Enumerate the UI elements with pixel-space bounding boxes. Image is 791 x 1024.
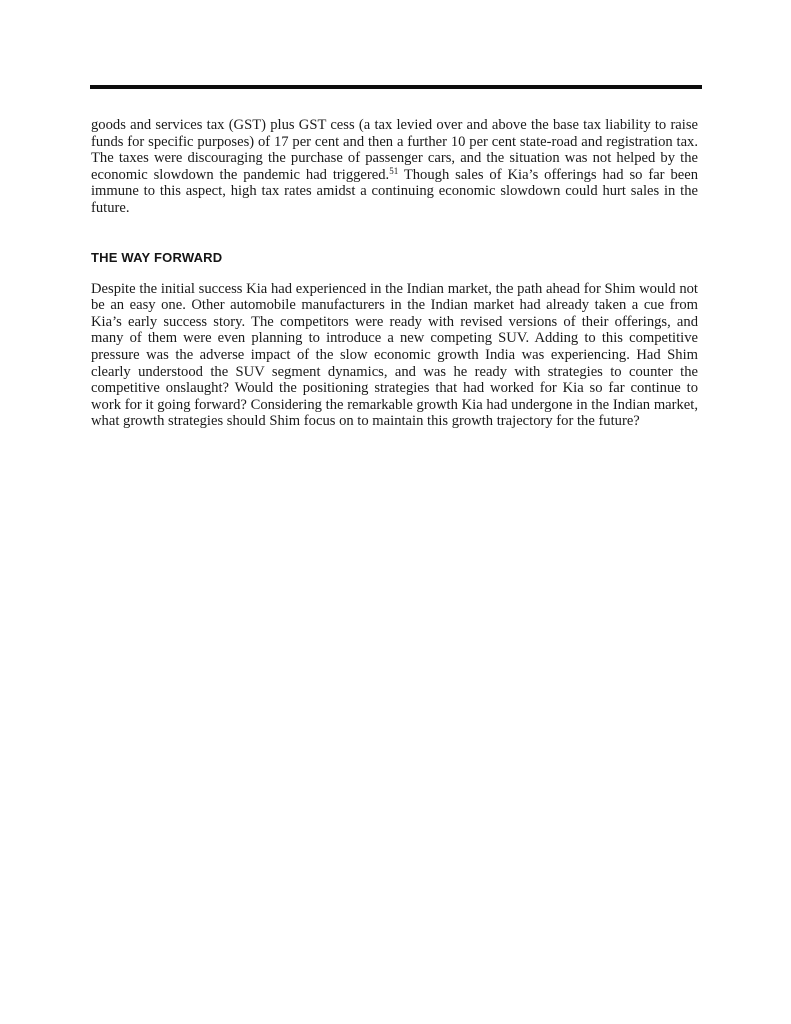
paragraph-way-forward: Despite the initial success Kia had experienced in the Indian market, the path ahead for Shim would not be an easy one. Other automobile manufacturers in the Indian market had already taken a cue from Kia’s early success story. The competitors were ready with revised versions of their offerings, and many of them were even planning to introduce a new competing SUV. Adding to this competitive pressure was the adverse impact of the slow economic growth India was experiencing. Had Shim clearly understood the SUV segment dynamics, and was he ready with strategies to counter the competitive onslaught? Would the positioning strategies that had worked for Kia so far continue to work for it going forward? Considering the remarkable growth Kia had undergone in the Indian market, what growth strategies should Shim focus on to maintain this growth trajectory for the future?	[91, 280, 698, 430]
paragraph-text-before-footnote: goods and services tax (GST) plus GST cess (a tax levied over and above the base tax liability to raise funds for specific purposes) of 17 per cent and then a further 10 per cent state-road and registration tax. The taxes were discouraging the purchase of passenger cars, and the situation was not helped by the economic slowdown the pandemic had triggered.	[91, 117, 698, 183]
paragraph-text-after-footnote: Though sales of Kia’s offerings had so far been immune to this aspect, high tax rates amidst a continuing economic slowdown could hurt sales in the future.	[91, 166, 698, 216]
footnote-ref-51: 51	[389, 165, 399, 176]
header-rule	[90, 85, 702, 89]
section-heading-the-way-forward: THE WAY FORWARD	[91, 249, 223, 265]
paragraph-tax-slowdown	[91, 117, 698, 217]
